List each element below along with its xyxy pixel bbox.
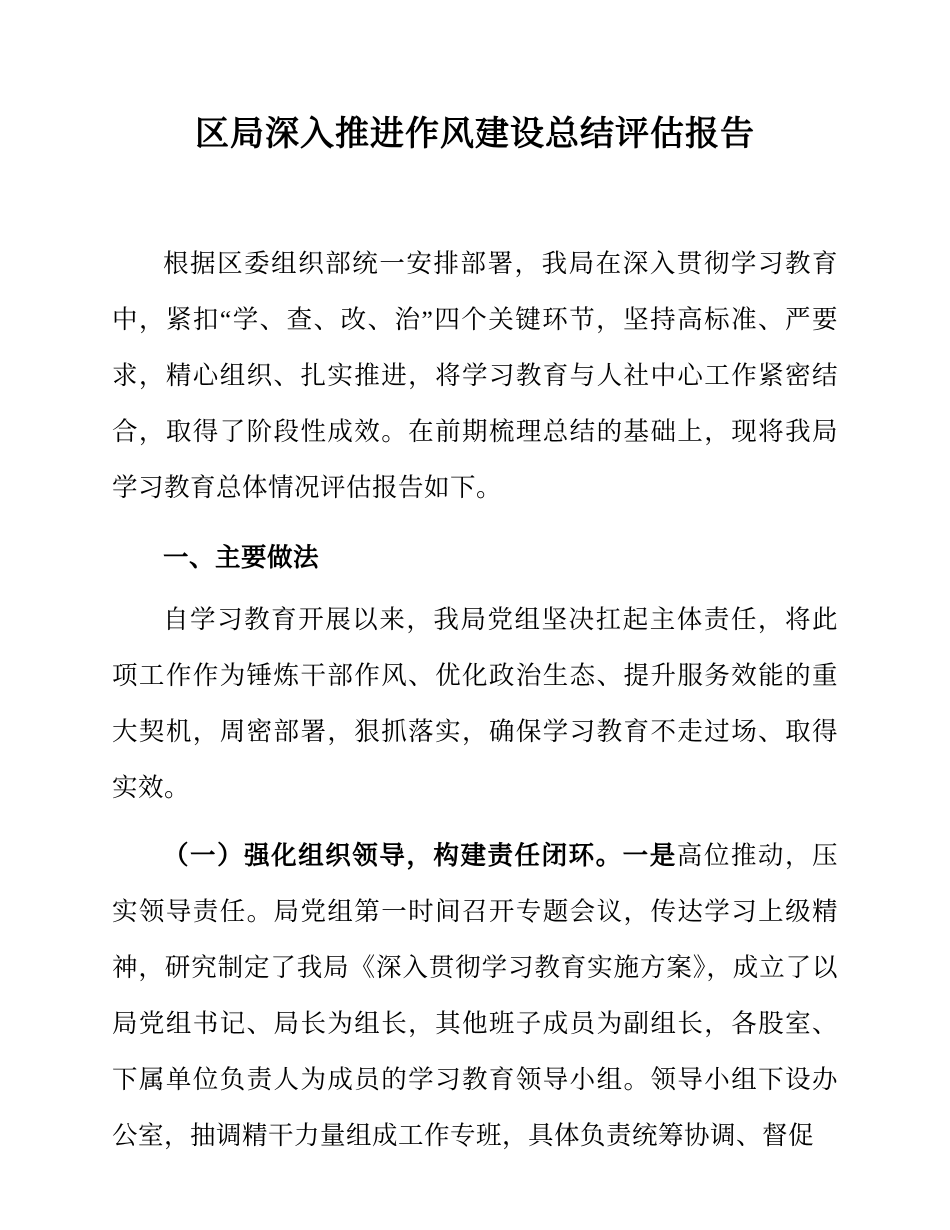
document-body xyxy=(112,236,838,1164)
subsection-1-paragraph xyxy=(112,828,838,1164)
page-title: 区局深入推进作风建设总结评估报告 xyxy=(195,114,755,154)
subsection-1-lead: （一）强化组织领导，构建责任闭环。一是 xyxy=(163,841,677,871)
section-1-paragraph: 自学习教育开展以来，我局党组坚决扛起主体责任，将此项工作作为锤炼干部作风、优化政治生态、提升服务效能的重大契机，周密部署，狠抓落实，确保学习教育不走过场、取得实效。 xyxy=(112,605,838,802)
intro-paragraph: 根据区委组织部统一安排部署，我局在深入贯彻学习教育中，紧扣“学、查、改、治”四个关键环节，坚持高标准、严要求，精心组织、扎实推进，将学习教育与人社中心工作紧密结合，取得了阶段性成效。在前期梳理总结的基础上，现将我局学习教育总体情况评估报告如下。 xyxy=(112,249,838,502)
subsection-1-text: 高位推动，压实领导责任。局党组第一时间召开专题会议，传达学习上级精神，研究制定了我局《深入贯彻学习教育实施方案》，成立了以局党组书记、局长为组长，其他班子成员为副组长，各股室、下属单位负责人为成员的学习教育领导小组。领导小组下设办公室，抽调精干力量组成工作专班，具体负责统筹协调、督促 xyxy=(112,841,838,1150)
section-heading-main-practices: 一、主要做法 xyxy=(163,543,320,573)
